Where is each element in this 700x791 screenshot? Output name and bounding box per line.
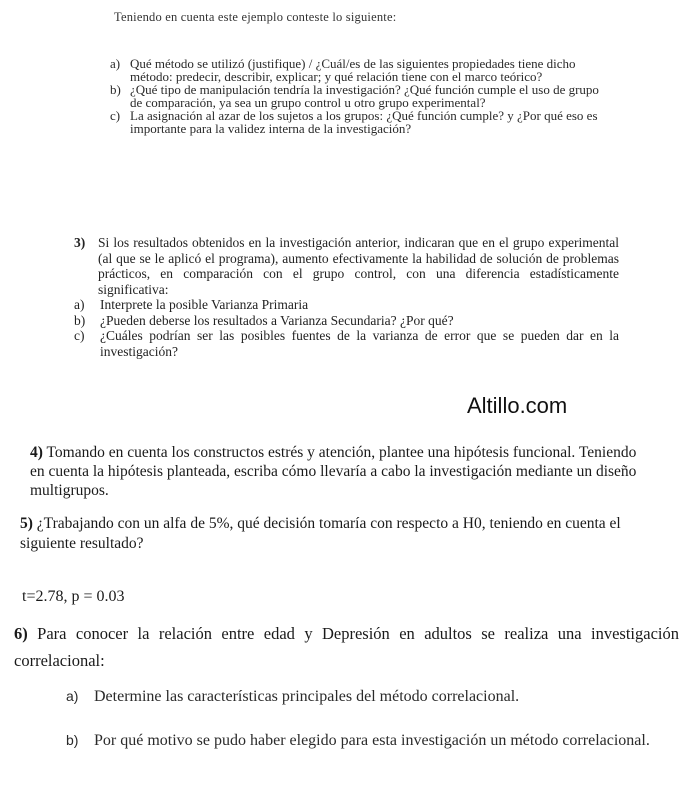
- question-text: ¿Trabajando con un alfa de 5%, qué decisión tomaría con respecto a H0, teniendo en cuenta el siguiente resultado?: [20, 515, 621, 552]
- item-label: b): [66, 732, 79, 748]
- question-text: Tomando en cuenta los constructos estrés y atención, plantee una hipótesis funcional. Teniendo en cuenta la hipótesis planteada, escriba cómo llevaría a cabo la investigación mediante un diseño multigrupos.: [30, 444, 637, 499]
- question-4: [30, 443, 642, 500]
- list-item: [66, 725, 681, 756]
- item-label: a): [74, 297, 85, 312]
- item-text: ¿Qué tipo de manipulación tendría la investigación? ¿Qué función cumple el uso de grupo de comparación, ya sea un grupo control u otro grupo experimental?: [130, 82, 599, 110]
- question-3: [74, 235, 619, 359]
- question-text: Si los resultados obtenidos en la investigación anterior, indicaran que en el grupo experimental (al que se le aplicó el programa), aumento efectivamente la habilidad de solución de problemas prácticos, en comparación con el grupo control, con una diferencia estadísticamente significativa:: [98, 235, 619, 297]
- question-number: 6): [14, 624, 28, 643]
- result-formula: t=2.78, p = 0.03: [22, 588, 125, 605]
- item-label: c): [74, 328, 85, 343]
- item-text: Interprete la posible Varianza Primaria: [100, 297, 309, 312]
- list-item: [74, 297, 619, 313]
- intro-text: Teniendo en cuenta este ejemplo conteste lo siguiente:: [114, 10, 397, 24]
- question-number: 3): [74, 235, 86, 250]
- item-text: La asignación al azar de los sujetos a los grupos: ¿Qué función cumple? y ¿Por qué eso es importante para la validez interna de la investigación?: [130, 108, 598, 136]
- item-label: b): [74, 312, 86, 328]
- question-text: Para conocer la relación entre edad y Depresión en adultos se realiza una investigación correlacional:: [14, 624, 679, 670]
- item-text: Por qué motivo se pudo haber elegido para esta investigación un método correlacional.: [94, 732, 650, 749]
- item-label: c): [110, 108, 121, 123]
- list-item: [110, 110, 605, 135]
- item-text: ¿Pueden deberse los resultados a Varianza Secundaria? ¿Por qué?: [100, 312, 454, 328]
- item-label: a): [110, 56, 121, 71]
- watermark-text: Altillo.com: [467, 393, 568, 418]
- list-item: [110, 58, 605, 83]
- question-number: 4): [30, 444, 43, 461]
- section-a-questions: [110, 58, 605, 136]
- list-item: [74, 313, 619, 329]
- list-item: [110, 84, 605, 109]
- list-item: [74, 328, 619, 359]
- question-6: [14, 620, 679, 674]
- item-label: a): [66, 688, 79, 704]
- question-5: [20, 514, 645, 554]
- list-item: [66, 688, 626, 706]
- item-text: Determine las características principales del método correlacional.: [94, 688, 520, 705]
- item-text: Qué método se utilizó (justifique) / ¿Cuál/es de las siguientes propiedades tiene dicho método: predecir, describir, explicar; y qué relación tiene con el marco teórico?: [130, 56, 576, 84]
- question-number: 5): [20, 515, 33, 532]
- item-text: ¿Cuáles podrían ser las posibles fuentes de la varianza de error que se pueden dar en la investigación?: [100, 328, 619, 359]
- item-label: b): [110, 82, 121, 97]
